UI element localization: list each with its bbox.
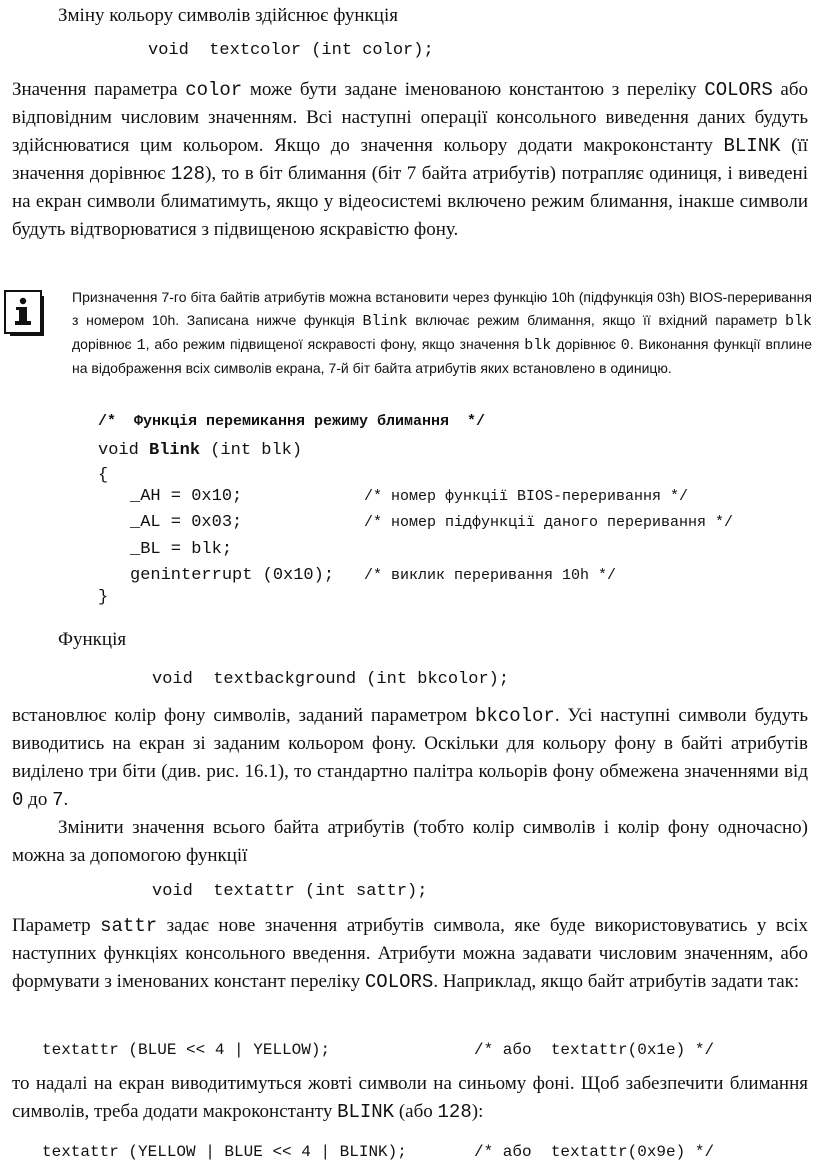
example1-comment: /* або textattr(0x1e) */ (474, 1041, 715, 1059)
inline-code-128: 128 (170, 163, 206, 185)
paragraph-sattr: Параметр sattr задає нове значення атрибутів символа, яке буде використовуватись у всіх наступних функціях консольного введення. Атрибути можна задавати числовим значенням, або формувати з іменованих констант переліку COLORS. Наприклад, якщо байт атрибутів задати так: (12, 915, 808, 993)
inline-code-seven: 7 (52, 789, 64, 811)
intro-line (58, 2, 398, 30)
inline-code-sattr: sattr (100, 915, 158, 937)
inline-code-blink-2: BLINK (337, 1101, 395, 1123)
example2-comment: /* або textattr(0x9e) */ (474, 1143, 715, 1161)
inline-code-colors-2: COLORS (364, 971, 434, 993)
inline-code-1: 1 (136, 337, 146, 354)
code-comment-title: /* Функція перемикання режиму блимання */ (98, 413, 486, 430)
paragraph-bkcolor: встановлює колір фону символів, заданий параметром bkcolor. Усі наступні символи будуть виводитись на екран зі заданим кольором фону. Оскільки для кольору фону в байті атрибутів виділено три біти (див. рис. 16.1), то стандартно палітра кольорів фону обмежена значеннями від 0 до 7. (12, 705, 808, 811)
intro-text: Зміну кольору символів здійснює функція (58, 5, 398, 26)
note-paragraph: Призначення 7-го біта байтів атрибутів можна встановити через функцію 10h (підфункція 03h) BIOS-переривання з номером 10h. Записана нижче функція Blink включає режим блимання, якщо її вхідний параметр blk дорівнює 1, або режим підвищеної яскравості фону, якщо значення blk дорівнює 0. Виконання функції вплине на відображення всіх символів екрана, 7-й біт байта атрибутів яких встановлено в одиницю. (72, 289, 812, 376)
code-comment-al: /* номер підфункції даного переривання */ (364, 514, 734, 531)
inline-code-colors: COLORS (704, 79, 773, 101)
inline-code-blink-func: Blink (362, 313, 408, 330)
paragraph-whole-byte: Змінити значення всього байта атрибутів (тобто колір символів і колір фону одночасно) можна за допомогою функції (12, 817, 808, 866)
inline-code-bkcolor: bkcolor (475, 705, 555, 727)
textbackground-declaration: void textbackground (int bkcolor); (152, 670, 510, 689)
function-label: Функція (58, 629, 127, 650)
code-signature: void Blink (int blk) (98, 441, 303, 460)
code-line-interrupt: geninterrupt (0x10); (130, 566, 335, 585)
code-line-bl: _BL = blk; (130, 540, 233, 559)
code-line-ah: _AH = 0x10; (130, 487, 243, 506)
paragraph-color-param: Значення параметра color може бути задане іменованою константою з переліку COLORS або відповідним числовим значенням. Всі наступні операції консольного виведення даних будуть здійснюватися цим кольором. Якщо до значення кольору додати макроконстанту BLINK (її значення дорівнює 128), то в біт блимання (біт 7 байта атрибутів) потрапляє одиниця, і виведені на екран символи блиматимуть, якщо у відеосистемі включено режим блимання, інакше символи будуть відтворюватися з підвищеною яскравістю фону. (12, 79, 809, 240)
code-comment-interrupt: /* виклик переривання 10h */ (364, 567, 617, 584)
code-open-brace: { (98, 466, 109, 485)
info-icon (4, 290, 42, 334)
paragraph-blink: то надалі на екран виводитимуться жовті символи на синьому фоні. Щоб забезпечити блимання символів, треба додати макроконстанту BLINK (або 128): (12, 1073, 808, 1123)
textcolor-declaration: void textcolor (int color); (148, 41, 434, 60)
code-line-al: _AL = 0x03; (130, 513, 243, 532)
code-close-brace: } (98, 588, 109, 607)
inline-code-color: color (185, 79, 243, 101)
code-comment-ah: /* номер функції BIOS-переривання */ (364, 488, 689, 505)
inline-code-zero: 0 (12, 789, 24, 811)
inline-code-blk-2: blk (524, 337, 552, 354)
example1-code: textattr (BLUE << 4 | YELLOW); (42, 1041, 331, 1059)
example2-code: textattr (YELLOW | BLUE << 4 | BLINK); (42, 1143, 407, 1161)
textattr-declaration: void textattr (int sattr); (152, 882, 428, 901)
inline-code-128-2: 128 (437, 1101, 472, 1123)
inline-code-0: 0 (620, 337, 630, 354)
inline-code-blk: blk (784, 313, 812, 330)
inline-code-blink: BLINK (723, 135, 781, 157)
